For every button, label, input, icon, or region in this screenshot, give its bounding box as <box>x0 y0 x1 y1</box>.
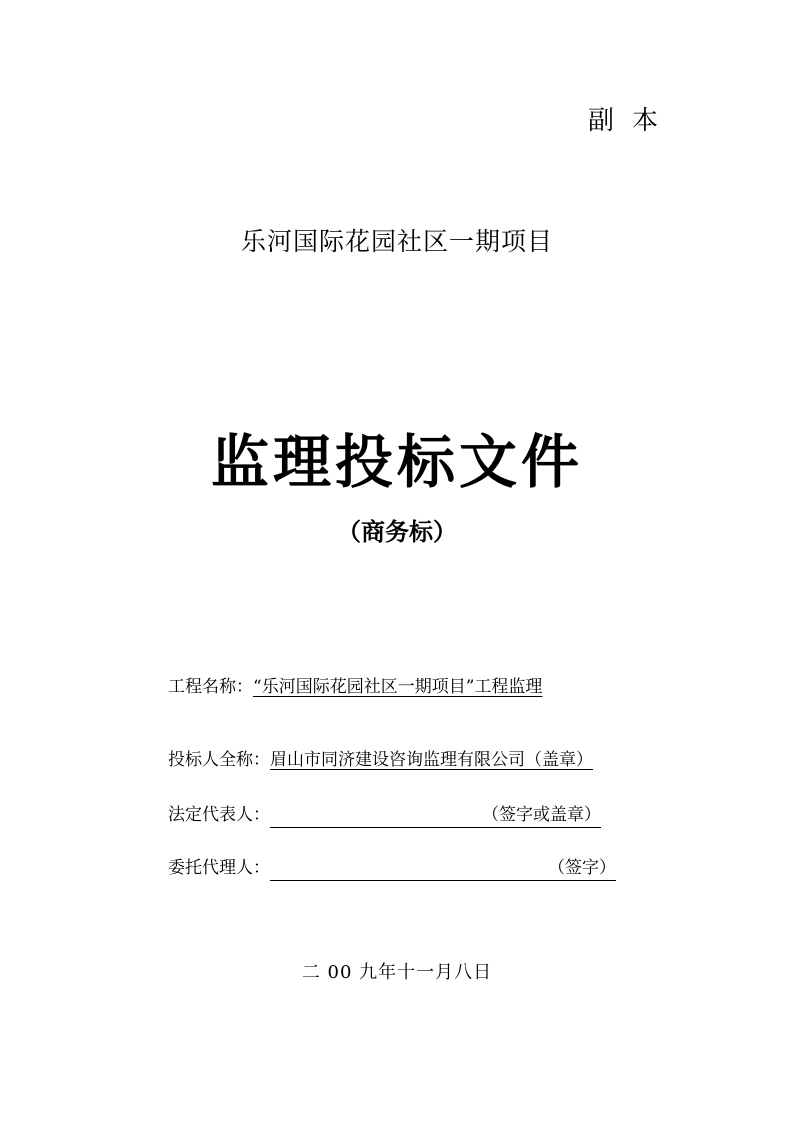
project-name-value: “乐河国际花园社区一期项目”工程监理 <box>253 677 543 697</box>
bidder-label: 投标人全称： <box>168 750 270 770</box>
document-title: 监理投标文件 <box>210 428 583 496</box>
bidder-row <box>168 745 593 770</box>
agent-suffix: （签字） <box>548 858 616 878</box>
agent-label: 委托代理人： <box>168 858 270 878</box>
project-name-label: 工程名称： <box>168 677 253 697</box>
project-name-row <box>168 672 542 697</box>
legal-rep-signature-line <box>270 800 601 828</box>
legal-rep-label: 法定代表人： <box>168 805 270 825</box>
agent-signature-line <box>270 853 616 881</box>
document-subtitle: （商务标） <box>337 517 457 546</box>
document-date: 二 00 九年十一月八日 <box>301 962 493 983</box>
legal-rep-suffix: （签字或盖章） <box>482 805 601 825</box>
copy-mark: 副本 <box>588 106 677 136</box>
legal-rep-row <box>168 800 601 828</box>
project-title: 乐河国际花园社区一期项目 <box>240 227 553 256</box>
bidder-value: 眉山市同济建设咨询监理有限公司（盖章） <box>270 750 593 770</box>
agent-row <box>168 853 616 881</box>
